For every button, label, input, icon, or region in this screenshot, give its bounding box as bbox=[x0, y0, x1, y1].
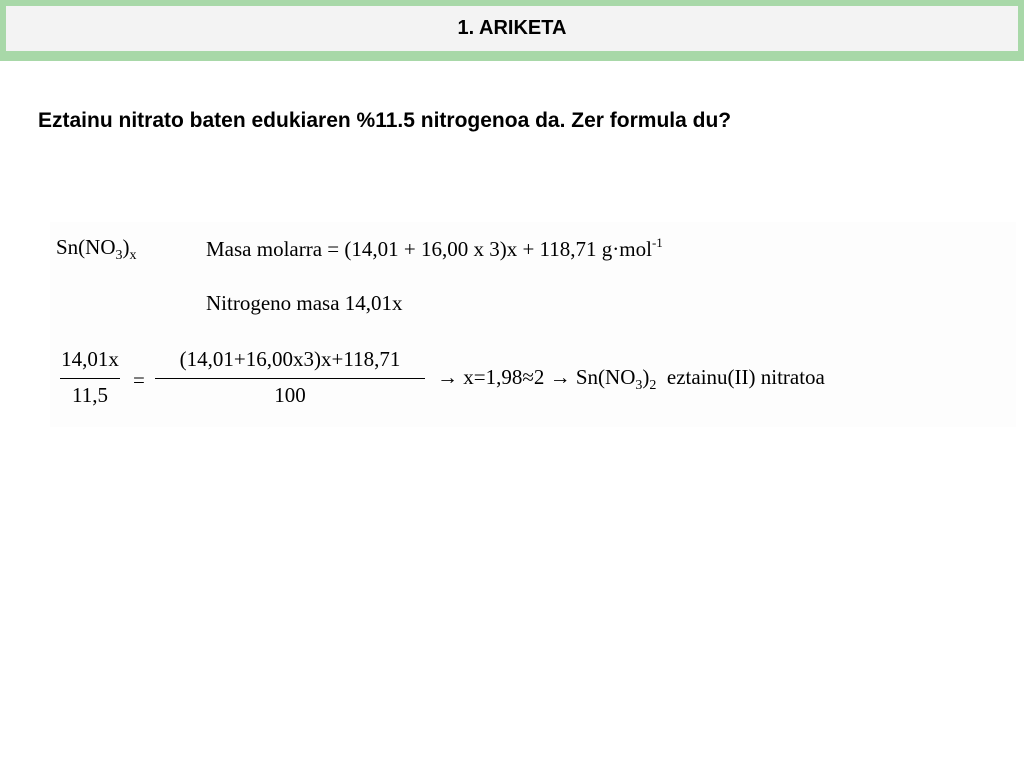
right-fraction bbox=[155, 347, 425, 408]
left-fraction bbox=[60, 347, 120, 408]
solution-image bbox=[50, 222, 1016, 427]
compound-formula: $Sn(NO_3)_x$ bbox=[56, 235, 137, 263]
molar-mass-line: Masa molarra = (14,01 + 16,00 x 3)x + 118,71 g·mol$^{-1}$ bbox=[206, 235, 663, 261]
compound-name: eztainu(II) nitratoa bbox=[666, 365, 825, 389]
right-denominator: 100 bbox=[274, 383, 306, 407]
equals-sign: = bbox=[133, 368, 145, 392]
left-denominator: 11,5 bbox=[72, 383, 108, 407]
result-formula: $Sn(NO_3)_2$ bbox=[575, 365, 657, 393]
title-bar bbox=[0, 0, 1024, 61]
slide-title: 1. ARIKETA bbox=[6, 6, 1018, 51]
right-fraction-bar bbox=[155, 378, 425, 379]
result-line bbox=[437, 365, 825, 394]
right-numerator: (14,01+16,00x3)x+118,71 bbox=[179, 347, 401, 371]
x-solution: x=1,98≈2 bbox=[463, 365, 545, 389]
nitrogen-mass-line: Nitrogeno masa 14,01x bbox=[206, 291, 403, 315]
arrow-icon: → bbox=[549, 365, 571, 389]
arrow-icon: → bbox=[437, 365, 458, 389]
question-text: Eztainu nitrato baten edukiaren %11.5 nitrogenoa da. Zer formula du? bbox=[38, 109, 732, 132]
left-numerator: 14,01x bbox=[61, 347, 119, 371]
left-fraction-bar bbox=[60, 378, 120, 379]
